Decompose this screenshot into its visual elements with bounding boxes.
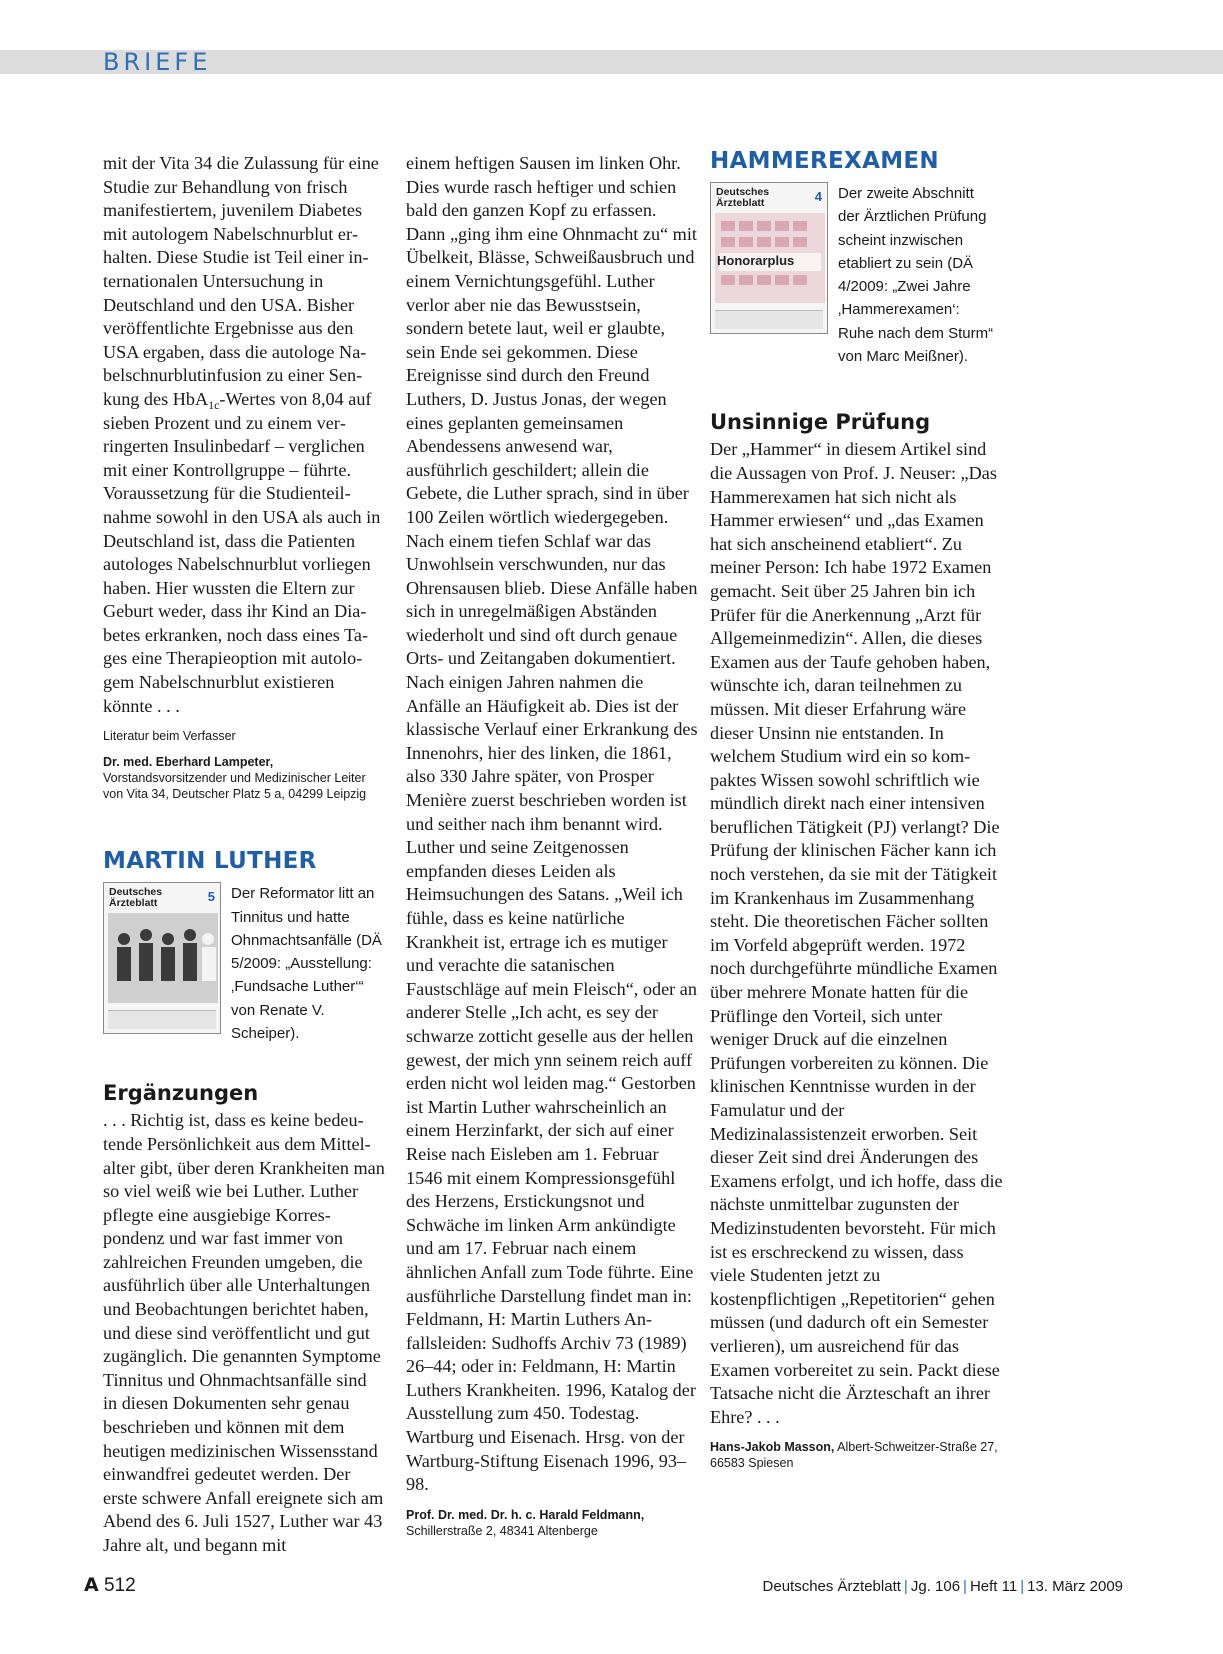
reference-text-luther: Der Reformator litt an Tinnitus und hatte Ohnmachtsanfälle (DÄ 5/2009: „Ausstellung: ‚Fundsache Luther‘“ von Renate V. Scheiper). <box>231 885 382 1043</box>
cover-headline: Honorarplus <box>717 253 795 268</box>
signature-lampeter: Dr. med. Eberhard Lampeter, Vorstandsvorsitzender und Medizinischer Leiter von Vita 34, Deutscher Platz 5 a, 04299 Leipzig <box>103 755 367 802</box>
journal-name: Deutsches Ärzteblatt <box>762 1578 901 1595</box>
signature-feldmann: Prof. Dr. med. Dr. h. c. Harald Feldmann, Schillerstraße 2, 48341 Altenberge <box>406 1507 645 1538</box>
topic-heading-luther: MARTIN LUTHER <box>103 848 317 875</box>
magazine-cover-thumbnail <box>710 182 828 334</box>
letter-text-masson: Der „Hammer“ in diesem Artikel sind die Aussagen von Prof. J. Neuser: „Das Hammerexamen hat sich nicht als Hammer erwiesen“ und „das Examen hat sich anscheinend etabliert“. Zu meiner Person: Ich habe 1972 Examen gemacht. Seit über 25 Jahren bin ich Prüfer für die Anerkennung „Arzt für Allgemeinmedizin“. Allen, die dieses Examen aus der Taufe gehoben haben, wünschte ich, daran teilnehmen zu müssen. Mit dieser Erfahrung wäre dieser Unsinn nie entstanden. In welchem Studium wird ein so kompaktes Wissen sowohl schriftlich wie mündlich direkt nach einer intensiven beruflichen Tätigkeit (PJ) verlangt? Die Prüfung der klinischen Fächer kann ich noch verstehen, da sie mit der Tätigkeit im Krankenhaus im Zusammenhang steht. Die theoretischen Fächer sollten im Vorfeld abgeprüft werden. 1972 noch durchgeführte mündliche Examen über mehrere Monate hatten für die Prüflinge den Vorteil, sich unter weniger Druck auf die einzelnen Prüfungen vorbereiten zu können. Die klinischen Kenntnisse wurden in der Famulatur und der Medizinalassistenzeit erworben. Seit dieser Zeit sind drei Änderungen des Examens erfolgt, und ich hoffe, dass die nächste unmittelbar zugunsten der Medizinstudenten bevorsteht. Für mich ist es erschreckend zu wissen, dass viele Studenten jetzt zu kostenpflichtigen „Repetitorien“ gehen müssen (und dadurch oft ein Semester verlieren), um ausreichend für das Examen vorbereitet zu sein. Packt diese Tatsache nicht die Ärzteschaft an ihrer Ehre? . . . <box>710 439 1003 1427</box>
issue: Heft 11 <box>969 1578 1018 1595</box>
letter-text-lampeter: mit der Vita 34 die Zulassung für eine Studie zur Behandlung von frisch manifestiertem, juvenilem Diabetes mit autologem Nabelschnurblut erhalten. Diese Studie ist Teil einer internationalen Untersuchung in Deutschland und den USA. Bisher veröffentlichte Ergebnisse aus den USA ergaben, dass die autologe Nabelschnurblutinfusion zu einer Senkung des HbA$_{1c}$-Wertes von 8,04 auf sieben Prozent und zu einem verringerten Insulinbedarf – verglichen mit einer Kontrollgruppe – führte. Voraussetzung für die Studienteilnahme sowohl in den USA als auch in Deutschland ist, dass die Patienten autologes Nabelschnurblut vorliegen haben. Hier wussten die Eltern zur Geburt weder, dass ihr Kind an Diabetes erkranken, noch dass eines Tages eine Therapieoption mit autologem Nabelschnurblut existieren könnte . . . <box>103 153 381 716</box>
reference-text-hammerexamen: Der zweite Abschnitt der Ärztlichen Prüfung scheint inzwischen etabliert zu sein (DÄ 4/2009: „Zwei Jahre ‚Hammerexamen‘: Ruhe nach dem Sturm“ von Marc Meißner). <box>838 185 994 366</box>
issue-date: 13. März 2009 <box>1027 1578 1123 1595</box>
section-label: BRIEFE <box>103 48 212 76</box>
column-3 <box>710 146 1003 1471</box>
column-2 <box>406 152 698 1539</box>
signature-masson: Hans-Jakob Masson, Albert-Schweitzer-Straße 27, 66583 Spiesen <box>710 1440 998 1471</box>
reference-block-luther <box>103 882 385 1045</box>
letter-text-feldmann-part2: einem heftigen Sausen im linken Ohr. Dies wurde rasch heftiger und schien bald den ganzen Kopf zu erfassen. Dann „ging ihm eine Ohnmacht zu“ mit Übelkeit, Blässe, Schweißausbruch und einem Vernichtungsgefühl. Luther verlor aber nie das Bewusstsein, sondern betete laut, weil er glaubte, sein Ende sei gekommen. Diese Ereignisse sind durch den Freund Luthers, D. Justus Jonas, der wegen eines geplanten gemeinsamen Abendessens anwesend war, ausführlich geschildert; allein die Gebete, die Luther sprach, sind in über 100 Zeilen wörtlich wiedergegeben. Nach einem tiefen Schlaf war das Unwohlsein verschwunden, nur das Ohrensausen blieb. Diese Anfälle haben sich in unregelmäßigen Abständen wiederholt und sind oft durch genaue Orts- und Zeitangaben dokumentiert. Nach einigen Jahren nahmen die Anfälle an Häufigkeit ab. Dies ist der klassische Verlauf einer Erkrankung des Innenohrs, hier des linken, die 1861, also 330 Jahre später, von Prosper Menière zuerst beschrieben worden ist und seither nach ihm benannt wird. Luther und seine Zeitgenossen empfanden dieses Leiden als Heimsuchungen des Satans. „Weil ich fühle, dass es keine natürliche Krankheit ist, ertrage ich es mutiger und verachte die satanischen Faustschläge auf mein Fleisch“, oder an anderer Stelle „Ich acht, es sey der schwarze zotticht geselle aus der hellen gewest, der mich ynn seinem reich auff erden nicht wol leiden mag.“ Gestorben ist Martin Luther wahrscheinlich an einem Herzinfarkt, der sich auf einer Reise nach Eisleben am 1. Februar 1546 mit einem Kompressionsgefühl des Herzens, Erstickungsnot und Schwäche im linken Arm ankündigte und am 17. Februar nach einem ähnlichen Anfall zum Tode führte. Eine ausführliche Darstellung findet man in: Feldmann, H: Martin Luthers Anfallsleiden: Sudhoffs Archiv 73 (1989) 26–44; oder in: Feldmann, H: Martin Luthers Krankheiten. 1996, Katalog der Ausstellung zum 450. Todestag. Wartburg und Eisenach. Hrsg. von der Wartburg-Stiftung Eisenach 1996, 93–98. <box>406 153 698 1495</box>
magazine-cover-thumbnail <box>103 882 221 1034</box>
reference-block-hammerexamen <box>710 182 1003 368</box>
cover-title: Deutsches Ärzteblatt <box>716 186 770 209</box>
cover-title: Deutsches Ärzteblatt <box>109 886 163 910</box>
cover-number: 5 <box>207 889 215 905</box>
cover-number: 4 <box>814 189 822 204</box>
column-1 <box>103 152 385 1558</box>
letter-text-feldmann-part1: . . . Richtig ist, dass es keine bedeutende Persönlichkeit aus dem Mittelalter gibt, über deren Krankheiten man so viel weiß wie bei Luther. Luther pflegte eine ausgiebige Korrespondenz und war fast immer von zahlreichen Freunden umgeben, die ausführlich über alle Unterhaltungen und Beobachtungen berichtet haben, und diese sind veröffentlicht und gut zugänglich. Die genannten Symptome Tinnitus und Ohnmachtsanfälle sind in diesen Dokumenten sehr genau beschrieben und können mit dem heutigen medizinischen Wissensstand einwandfrei gedeutet werden. Der erste schwere Anfall ereignete sich am Abend des 6. Juli 1527, Luther war 43 Jahre alt, und begann mit <box>103 1110 385 1556</box>
journal-info: Deutsches Ärzteblatt | Jg. 106 | Heft 11 | 13. März 2009 <box>762 1578 1123 1595</box>
subheading-unsinnige-pruefung: Unsinnige Prüfung <box>710 410 931 435</box>
topic-heading-hammerexamen: HAMMEREXAMEN <box>710 148 939 174</box>
subscript: 1c <box>208 397 220 412</box>
cover-footer <box>715 310 823 329</box>
literature-note: Literatur beim Verfasser <box>103 729 236 744</box>
page-number: A 512 <box>84 1574 136 1596</box>
cover-footer <box>108 1010 216 1029</box>
volume: Jg. 106 <box>910 1578 961 1595</box>
subheading-ergaenzungen: Ergänzungen <box>103 1081 259 1106</box>
cover-illustration <box>108 913 216 1003</box>
